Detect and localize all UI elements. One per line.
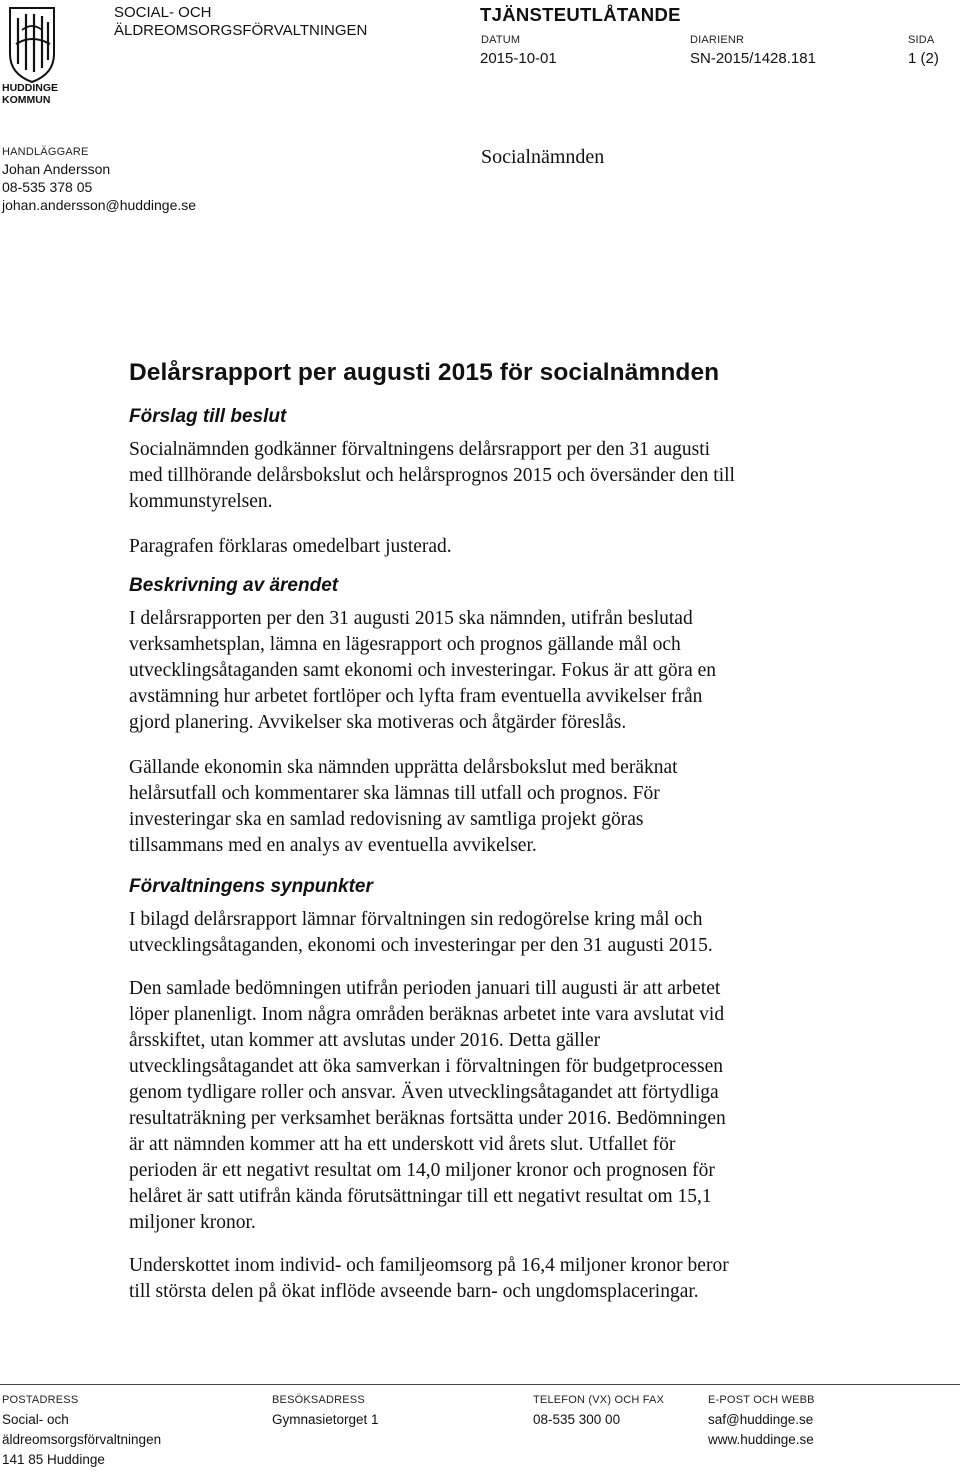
text-line: genom tydligare roller och ansvar. Även utvecklingsåtagandet att förtydliga	[129, 1082, 719, 1103]
footer-phone	[533, 1390, 664, 1430]
text-line: utvecklingsåtaganden samt ekonomi och investeringar. Fokus är att göra en	[129, 660, 717, 681]
phone-value: 08-535 300 00	[533, 1412, 621, 1427]
email-value: saf@huddinge.se	[708, 1412, 814, 1427]
postal-address-label: POSTADRESS	[2, 1394, 79, 1406]
email-web-label: E-POST OCH WEBB	[708, 1394, 815, 1406]
case-officer-label: HANDLÄGGARE	[2, 146, 89, 158]
text-line: helåret är satt utifrån kända förutsättningar till ett negativt resultat om 15,1	[129, 1186, 712, 1207]
case-officer-name: Johan Andersson	[2, 161, 111, 177]
document-type: TJÄNSTEUTLÅTANDE	[480, 4, 681, 25]
text-line: I bilagd delårsrapport lämnar förvaltningen sin redogörelse kring mål och	[129, 909, 703, 930]
diarie-value: SN-2015/1428.181	[690, 50, 816, 67]
views-paragraph-1	[129, 907, 829, 959]
visiting-address-value: Gymnasietorget 1	[272, 1412, 379, 1427]
text-line: avstämning hur arbetet fortlöper och lyfta fram eventuella avvikelser från	[129, 686, 703, 707]
text-line: gjord planering. Avvikelser ska motiveras och åtgärder föreslås.	[129, 712, 627, 733]
text-line: investeringar ska en samlad redovisning av samtliga projekt göras	[129, 809, 644, 830]
footer-visiting-address	[272, 1390, 379, 1430]
date-value: 2015-10-01	[480, 50, 557, 67]
web-value: www.huddinge.se	[708, 1432, 814, 1447]
visiting-address-label: BESÖKSADRESS	[272, 1394, 365, 1406]
text-line: resultaträkning per verksamhet beräknas fortsätta under 2016. Bedömningen	[129, 1108, 726, 1129]
diarie-label: DIARIENR	[690, 34, 745, 46]
coat-of-arms-icon	[4, 4, 60, 84]
document-title: Delårsrapport per augusti 2015 för socialnämnden	[129, 359, 720, 386]
footer-postal-address	[2, 1390, 161, 1470]
organization-name	[114, 4, 367, 40]
proposal-paragraph-1	[129, 437, 829, 515]
recipient: Socialnämnden	[481, 146, 605, 168]
text-line: löper planenligt. Inom några områden beräknas arbetet inte vara avslutat vid	[129, 1004, 725, 1025]
case-officer-phone: 08-535 378 05	[2, 179, 93, 195]
text-line: med tillhörande delårsbokslut och helårsprognos 2015 och översänder den till	[129, 465, 735, 486]
views-heading: Förvaltningens synpunkter	[129, 876, 373, 897]
phone-label: TELEFON (VX) OCH FAX	[533, 1394, 665, 1406]
postal-address-line-1: Social- och	[2, 1412, 69, 1427]
views-paragraph-2	[129, 976, 829, 1236]
logo-line-2: KOMMUN	[2, 94, 51, 106]
logo-text	[2, 82, 58, 106]
text-line: Paragrafen förklaras omedelbart justerad.	[129, 536, 452, 557]
text-line: utvecklingsåtagandet att öka samverkan i förvaltningen för budgetprocessen	[129, 1056, 724, 1077]
proposal-heading: Förslag till beslut	[129, 406, 287, 427]
footer-email-web	[708, 1390, 815, 1450]
footer-divider	[0, 1384, 960, 1385]
case-officer-email: johan.andersson@huddinge.se	[2, 197, 197, 213]
text-line: Socialnämnden godkänner förvaltningens delårsrapport per den 31 augusti	[129, 439, 711, 460]
logo-line-1: HUDDINGE	[2, 82, 59, 94]
text-line: Underskottet inom individ- och familjeomsorg på 16,4 miljoner kronor beror	[129, 1255, 729, 1276]
text-line: årsskiftet, utan kommer att avslutas under 2016. Detta gäller	[129, 1030, 601, 1051]
text-line: tillsammans med en analys av eventuella avvikelser.	[129, 835, 537, 856]
proposal-paragraph-2	[129, 534, 829, 560]
text-line: miljoner kronor.	[129, 1212, 256, 1233]
text-line: till största delen på ökat inflöde avseende barn- och ungdomsplaceringar.	[129, 1281, 699, 1302]
postal-address-line-3: 141 85 Huddinge	[2, 1452, 105, 1467]
text-line: I delårsrapporten per den 31 augusti 2015 ska nämnden, utifrån beslutad	[129, 608, 693, 629]
text-line: verksamhetsplan, lämna en lägesrapport och prognos gällande mål och	[129, 634, 681, 655]
description-paragraph-1	[129, 606, 829, 736]
description-paragraph-2	[129, 755, 829, 859]
date-label: DATUM	[481, 34, 521, 46]
case-officer-block	[2, 144, 196, 214]
org-line-2: ÄLDREOMSORGSFÖRVALTNINGEN	[114, 22, 368, 39]
text-line: Gällande ekonomin ska nämnden upprätta delårsbokslut med beräknat	[129, 757, 678, 778]
text-line: helårsutfall och kommentarer ska lämnas till utfall och prognos. För	[129, 783, 660, 804]
text-line: Den samlade bedömningen utifrån perioden januari till augusti är att arbetet	[129, 978, 721, 999]
text-line: kommunstyrelsen.	[129, 491, 273, 512]
text-line: utvecklingsåtaganden, ekonomi och investeringar per den 31 augusti 2015.	[129, 935, 713, 956]
description-heading: Beskrivning av ärendet	[129, 575, 339, 596]
page-value: 1 (2)	[908, 50, 939, 67]
org-line-1: SOCIAL- OCH	[114, 4, 212, 21]
page-label: SIDA	[908, 34, 935, 46]
text-line: är att nämnden kommer att ha ett underskott vid årets slut. Utfallet för	[129, 1134, 676, 1155]
text-line: perioden är ett negativt resultat om 14,0 miljoner kronor och prognosen för	[129, 1160, 715, 1181]
postal-address-line-2: äldreomsorgsförvaltningen	[2, 1432, 162, 1447]
views-paragraph-3	[129, 1253, 829, 1305]
